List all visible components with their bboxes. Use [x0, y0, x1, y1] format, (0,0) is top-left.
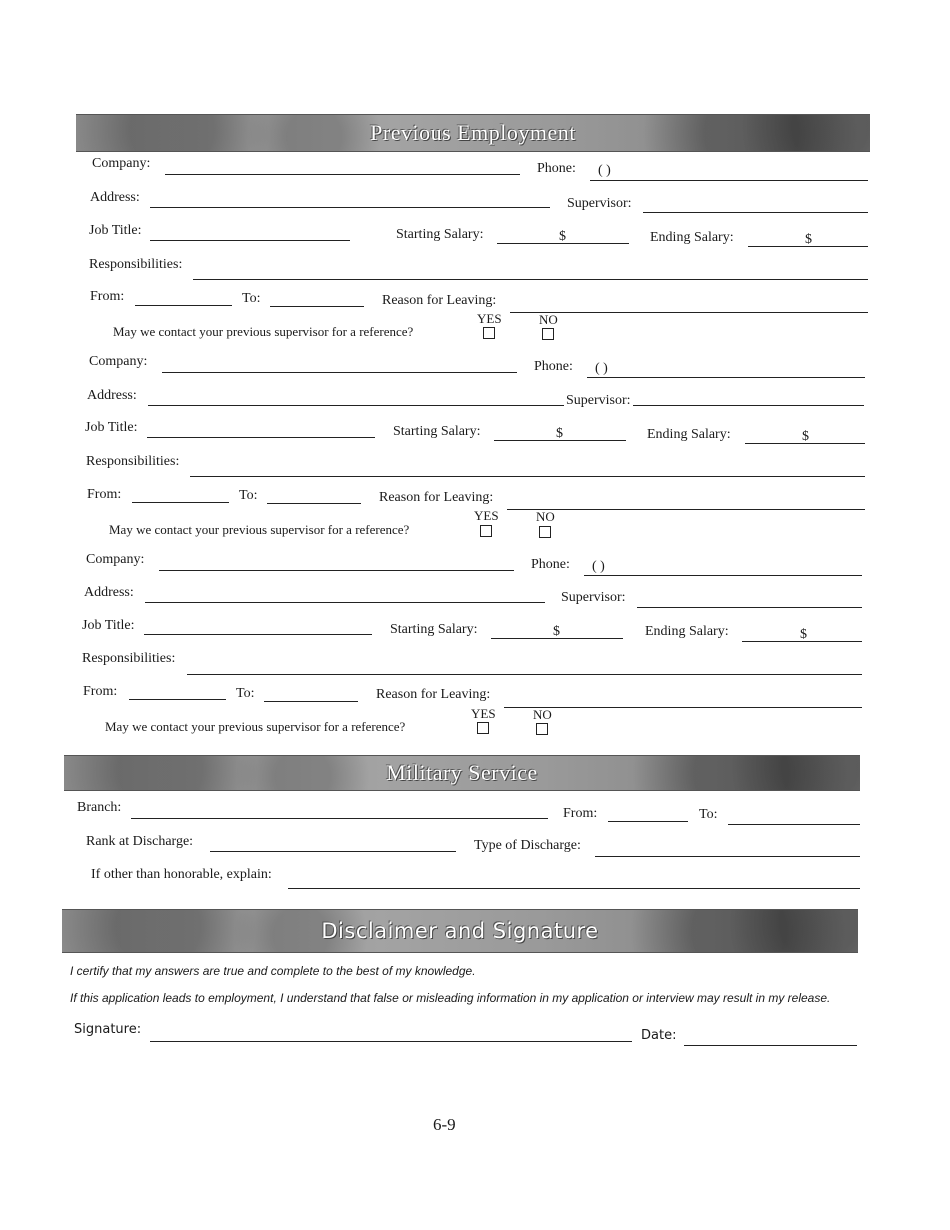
supervisor-field[interactable] [637, 607, 862, 608]
release-text: If this application leads to employment, I understand that false or misleading information in my application or interview may result in my release. [70, 991, 831, 1005]
from-field[interactable] [132, 502, 229, 503]
contact-no-checkbox[interactable] [542, 328, 554, 340]
reason-for-leaving-label: Reason for Leaving: [382, 293, 497, 308]
other-explain-field[interactable] [288, 888, 860, 889]
company-field[interactable] [159, 570, 514, 571]
type-of-discharge-label: Type of Discharge: [474, 838, 581, 853]
job-title-field[interactable] [150, 240, 350, 241]
responsibilities-label: Responsibilities: [89, 257, 183, 272]
reason-for-leaving-label: Reason for Leaving: [379, 490, 494, 505]
no-label: NO [539, 312, 558, 327]
from-field[interactable] [129, 699, 226, 700]
starting-salary-dollar: $ [559, 229, 566, 244]
job-title-field[interactable] [144, 634, 372, 635]
starting-salary-dollar: $ [556, 426, 563, 441]
phone-area-code: ( ) [592, 559, 605, 574]
address-field[interactable] [148, 405, 864, 406]
other-explain-label: If other than honorable, explain: [91, 867, 272, 882]
disclaimer-banner [62, 909, 858, 953]
previous-employment-title: Previous Employment [370, 120, 576, 145]
to-field[interactable] [264, 701, 358, 702]
phone-area-code: ( ) [598, 163, 611, 178]
starting-salary-field[interactable] [491, 638, 623, 639]
address-label: Address: [84, 585, 134, 600]
contact-question: May we contact your previous supervisor for a reference? [109, 522, 410, 537]
phone-label: Phone: [537, 161, 576, 176]
address-field[interactable] [145, 602, 545, 603]
to-label: To: [242, 291, 261, 306]
from-label: From: [83, 684, 118, 699]
contact-yes-checkbox[interactable] [477, 722, 489, 734]
no-label: NO [536, 509, 555, 524]
ending-salary-field[interactable] [742, 641, 862, 642]
rank-at-discharge-label: Rank at Discharge: [86, 834, 194, 849]
responsibilities-field[interactable] [190, 476, 865, 477]
military-to-label: To: [699, 807, 718, 822]
starting-salary-dollar: $ [553, 624, 560, 639]
military-service-title: Military Service [386, 760, 538, 785]
reason-for-leaving-label: Reason for Leaving: [376, 687, 491, 702]
starting-salary-label: Starting Salary: [390, 622, 478, 637]
responsibilities-label: Responsibilities: [82, 651, 176, 666]
job-title-field[interactable] [147, 437, 375, 438]
signature-label: Signature: [74, 1022, 142, 1037]
military-from-field[interactable] [608, 821, 688, 822]
contact-question: May we contact your previous supervisor for a reference? [113, 324, 414, 339]
rank-at-discharge-field[interactable] [210, 851, 456, 852]
phone-field[interactable] [590, 180, 868, 181]
yes-label: YES [471, 706, 496, 721]
from-field[interactable] [135, 305, 232, 306]
military-service-banner [64, 755, 860, 791]
supervisor-label: Supervisor: [561, 590, 626, 605]
ending-salary-field[interactable] [745, 443, 865, 444]
supervisor-label: Supervisor: [566, 393, 631, 408]
company-field[interactable] [162, 372, 517, 373]
phone-label: Phone: [534, 359, 573, 374]
address-label: Address: [87, 388, 137, 403]
starting-salary-label: Starting Salary: [393, 424, 481, 439]
supervisor-field[interactable] [643, 212, 868, 213]
company-field[interactable] [165, 174, 520, 175]
phone-field[interactable] [584, 575, 862, 576]
ending-salary-dollar: $ [805, 232, 812, 247]
no-label: NO [533, 707, 552, 722]
job-title-label: Job Title: [89, 223, 142, 238]
military-to-field[interactable] [728, 824, 860, 825]
ending-salary-label: Ending Salary: [645, 624, 729, 639]
starting-salary-label: Starting Salary: [396, 227, 484, 242]
ending-salary-field[interactable] [748, 246, 868, 247]
type-of-discharge-field[interactable] [595, 856, 860, 857]
contact-yes-checkbox[interactable] [483, 327, 495, 339]
address-field[interactable] [150, 207, 550, 208]
job-title-label: Job Title: [82, 618, 135, 633]
ending-salary-label: Ending Salary: [650, 230, 734, 245]
disclaimer-title: Disclaimer and Signature [321, 919, 599, 943]
reason-for-leaving-field[interactable] [507, 509, 865, 510]
military-from-label: From: [563, 806, 598, 821]
supervisor-label: Supervisor: [567, 196, 632, 211]
phone-field[interactable] [587, 377, 865, 378]
starting-salary-field[interactable] [494, 440, 626, 441]
contact-yes-checkbox[interactable] [480, 525, 492, 537]
address-label: Address: [90, 190, 140, 205]
date-field[interactable] [684, 1045, 857, 1046]
job-title-label: Job Title: [85, 420, 138, 435]
signature-field[interactable] [150, 1041, 632, 1042]
from-label: From: [90, 289, 125, 304]
ending-salary-dollar: $ [800, 627, 807, 642]
yes-label: YES [477, 311, 502, 326]
certification-text: I certify that my answers are true and complete to the best of my knowledge. [70, 964, 476, 978]
page-number: 6-9 [433, 1115, 456, 1134]
ending-salary-label: Ending Salary: [647, 427, 731, 442]
company-label: Company: [86, 552, 145, 567]
from-label: From: [87, 487, 122, 502]
starting-salary-field[interactable] [497, 243, 629, 244]
reason-for-leaving-field[interactable] [510, 312, 868, 313]
contact-no-checkbox[interactable] [539, 526, 551, 538]
previous-employment-banner [76, 114, 870, 152]
ending-salary-dollar: $ [802, 429, 809, 444]
date-label: Date: [641, 1028, 677, 1043]
company-label: Company: [89, 354, 148, 369]
to-label: To: [236, 686, 255, 701]
to-field[interactable] [270, 306, 364, 307]
responsibilities-label: Responsibilities: [86, 454, 180, 469]
responsibilities-field[interactable] [187, 674, 862, 675]
contact-question: May we contact your previous supervisor for a reference? [105, 719, 406, 734]
yes-label: YES [474, 508, 499, 523]
responsibilities-field[interactable] [193, 279, 868, 280]
contact-no-checkbox[interactable] [536, 723, 548, 735]
phone-area-code: ( ) [595, 361, 608, 376]
branch-field[interactable] [131, 818, 548, 819]
reason-for-leaving-field[interactable] [504, 707, 862, 708]
to-label: To: [239, 488, 258, 503]
company-label: Company: [92, 156, 151, 171]
branch-label: Branch: [77, 800, 122, 815]
to-field[interactable] [267, 503, 361, 504]
phone-label: Phone: [531, 557, 570, 572]
